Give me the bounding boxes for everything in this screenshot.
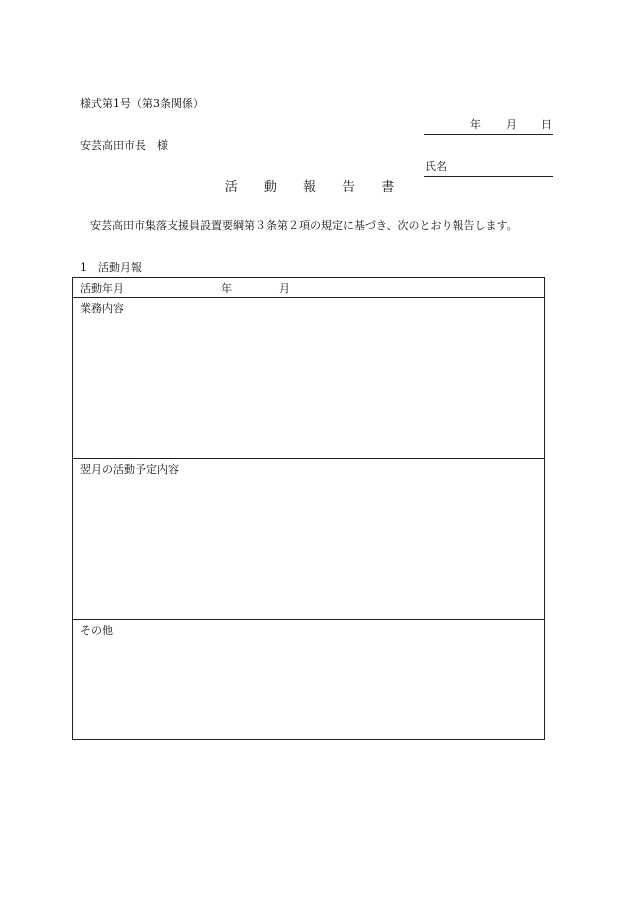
activity-period-label: 活動年月 <box>80 282 124 295</box>
next-month-plan-label: 翌月の活動予定内容 <box>80 463 179 476</box>
other-cell[interactable] <box>73 620 544 739</box>
form-number: 様式第1号（第3条関係） <box>80 97 204 110</box>
addressee: 安芸高田市長 様 <box>80 139 168 152</box>
section-heading: 1 活動月報 <box>80 261 142 274</box>
activity-period-month-label: 月 <box>279 282 290 295</box>
name-field[interactable] <box>424 160 553 177</box>
activity-period-year-label: 年 <box>221 282 232 295</box>
work-content-cell[interactable] <box>73 298 544 459</box>
activity-period-row[interactable] <box>73 278 544 298</box>
next-month-plan-cell[interactable] <box>73 459 544 620</box>
date-field[interactable] <box>424 118 553 135</box>
date-month-label: 月 <box>506 118 517 131</box>
date-day-label: 日 <box>541 118 552 131</box>
other-label: その他 <box>80 624 113 637</box>
work-content-label: 業務内容 <box>80 302 124 315</box>
date-year-label: 年 <box>470 118 481 131</box>
intro-text: 安芸高田市集落支援員設置要綱第３条第２項の規定に基づき、次のとおり報告します。 <box>90 219 518 232</box>
activity-report-table <box>72 277 545 740</box>
name-label: 氏名 <box>425 160 447 173</box>
page-title: 活 動 報 告 書 <box>224 180 406 195</box>
